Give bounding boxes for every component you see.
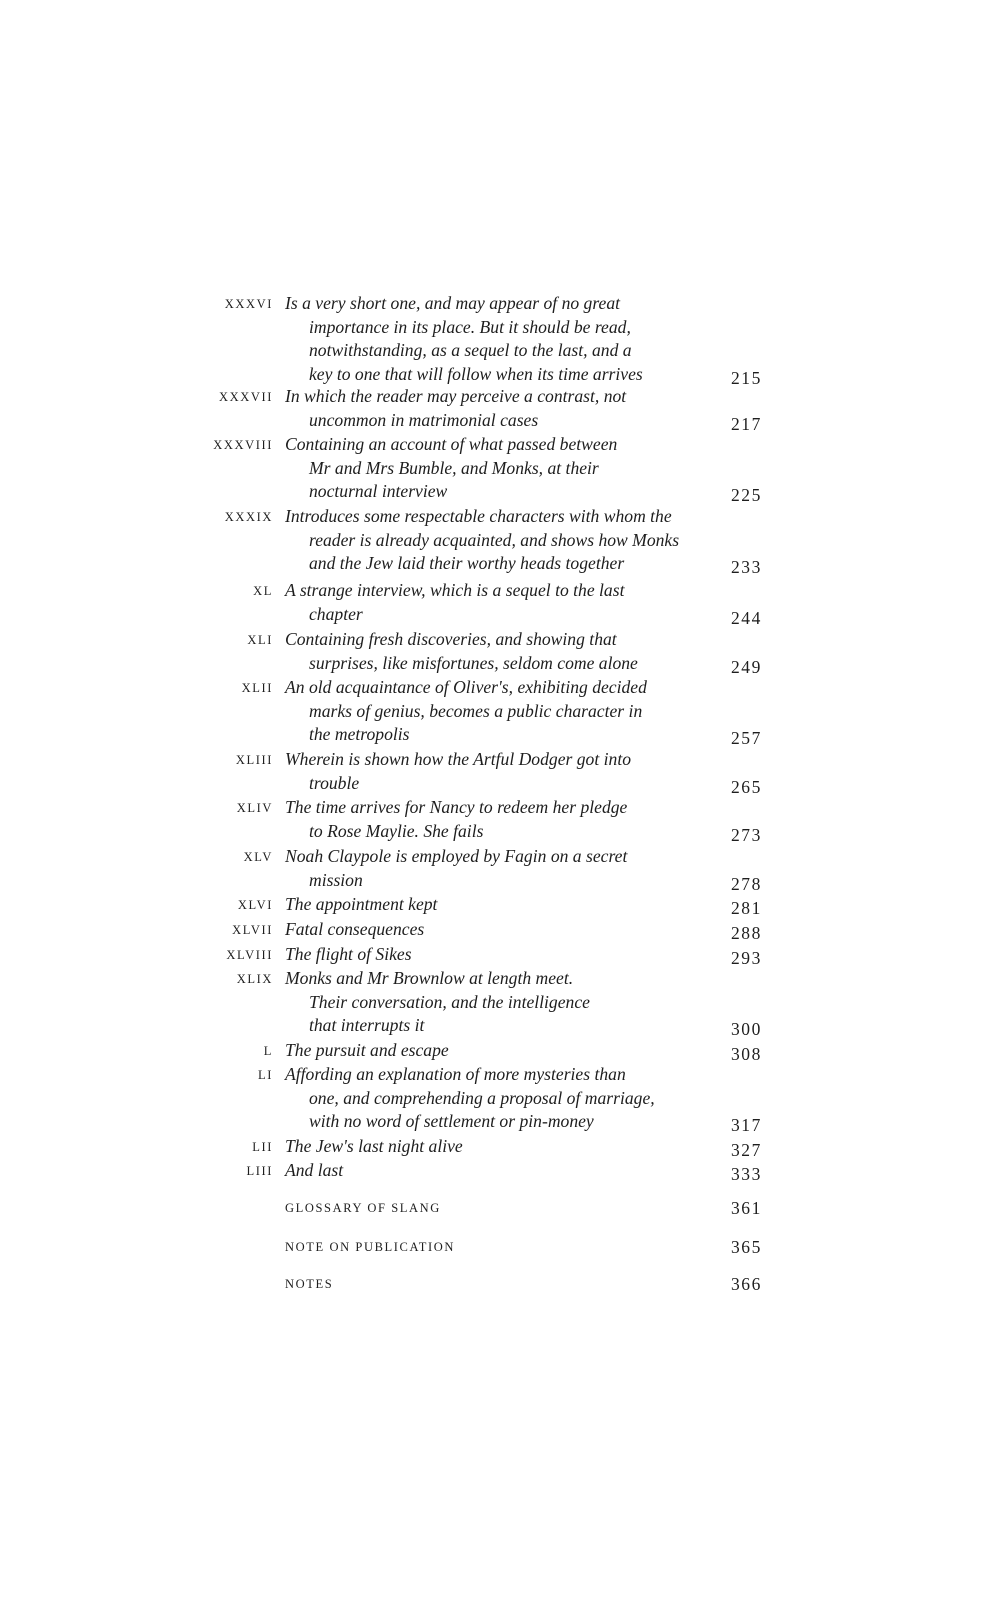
chapter-title-line: The flight of Sikes — [285, 944, 412, 964]
chapter-number: L — [263, 1044, 273, 1058]
chapter-title — [285, 748, 631, 795]
chapter-title-line: trouble — [309, 772, 360, 793]
page-number: 233 — [730, 557, 762, 578]
chapter-title-line: reader is already acquainted, and shows how Monks — [309, 529, 680, 550]
chapter-title — [285, 943, 412, 967]
chapter-title-line: Containing fresh discoveries, and showing that — [285, 629, 617, 649]
chapter-title — [285, 1063, 655, 1134]
page-number: 317 — [730, 1115, 762, 1136]
page-number: 244 — [730, 607, 762, 628]
page-number: 225 — [730, 485, 762, 506]
chapter-title — [285, 967, 590, 1038]
chapter-title — [285, 385, 626, 432]
chapter-title-line: mission — [309, 869, 363, 890]
chapter-title-line: chapter — [309, 603, 363, 624]
chapter-title-line: Their conversation, and the intelligence — [309, 991, 590, 1012]
page-number: 288 — [730, 923, 762, 943]
chapter-title-line: with no word of settlement or pin-money — [309, 1111, 594, 1132]
chapter-title — [285, 505, 679, 576]
page-number: 257 — [730, 728, 762, 749]
chapter-title-line: key to one that will follow when its time arrives — [309, 363, 643, 384]
chapter-number: XLVI — [237, 898, 273, 912]
chapter-title-line: The Jew's last night alive — [285, 1136, 463, 1156]
chapter-title — [285, 1135, 463, 1159]
chapter-number: XXXVIII — [213, 438, 273, 452]
chapter-title-line: The pursuit and escape — [285, 1040, 449, 1060]
chapter-title-line: importance in its place. But it should be read, — [309, 316, 631, 337]
chapter-title — [285, 845, 627, 892]
page-number: 333 — [730, 1164, 762, 1184]
chapter-title-line: Introduces some respectable characters with whom the — [285, 506, 672, 526]
chapter-number: XXXVI — [224, 297, 273, 311]
chapter-number: LI — [258, 1068, 273, 1082]
chapter-number: XXXIX — [224, 510, 273, 524]
chapter-number: XLIII — [235, 753, 273, 767]
chapter-title-line: that interrupts it — [309, 1015, 425, 1036]
page-number: 293 — [730, 948, 762, 968]
chapter-number: XLV — [243, 850, 273, 864]
chapter-title — [285, 1159, 343, 1183]
chapter-title — [285, 579, 624, 626]
chapter-title-line: Fatal consequences — [285, 919, 425, 939]
chapter-title-line: notwithstanding, as a sequel to the last, and a — [309, 340, 632, 361]
chapter-number: XLII — [241, 681, 273, 695]
chapter-title — [285, 628, 638, 675]
chapter-title-line: and the Jew laid their worthy heads together — [309, 553, 625, 574]
page-number: 327 — [730, 1140, 762, 1160]
chapter-number: LIII — [246, 1164, 273, 1178]
chapter-number: XLI — [247, 633, 273, 647]
chapter-number: LII — [252, 1140, 273, 1154]
page-number: 300 — [730, 1019, 762, 1040]
chapter-title — [285, 292, 643, 386]
chapter-title-line: Is a very short one, and may appear of no great — [285, 293, 621, 313]
chapter-title-line: Mr and Mrs Bumble, and Monks, at their — [309, 457, 599, 478]
chapter-title-line: A strange interview, which is a sequel to the last — [285, 580, 625, 600]
page-number: 249 — [730, 656, 762, 677]
chapter-number: XLIX — [236, 972, 273, 986]
chapter-title-line: uncommon in matrimonial cases — [309, 409, 539, 430]
chapter-title-line: surprises, like misfortunes, seldom come alone — [309, 652, 638, 673]
chapter-title-line: one, and comprehending a proposal of marriage, — [309, 1087, 655, 1108]
page-number: 273 — [730, 824, 762, 845]
page-number: 281 — [730, 898, 762, 918]
chapter-title — [285, 1039, 449, 1063]
chapter-title-line: nocturnal interview — [309, 481, 448, 502]
back-matter-label: NOTE ON PUBLICATION — [285, 1240, 455, 1254]
page-number: 365 — [730, 1237, 762, 1257]
page-number: 217 — [730, 413, 762, 434]
chapter-title-line: Noah Claypole is employed by Fagin on a secret — [285, 846, 628, 866]
chapter-number: XLVIII — [226, 948, 273, 962]
chapter-title-line: the metropolis — [309, 724, 410, 745]
chapter-title — [285, 796, 627, 843]
chapter-title-line: Affording an explanation of more mysteries than — [285, 1064, 626, 1084]
chapter-title-line: Monks and Mr Brownlow at length meet. — [285, 968, 574, 988]
chapter-title-line: Wherein is shown how the Artful Dodger got into — [285, 749, 632, 769]
page-number: 265 — [730, 776, 762, 797]
chapter-number: XXXVII — [218, 390, 273, 404]
chapter-number: XL — [253, 584, 273, 598]
chapter-title-line: Containing an account of what passed between — [285, 434, 618, 454]
back-matter-label: GLOSSARY OF SLANG — [285, 1201, 441, 1215]
chapter-number: XLVII — [232, 923, 273, 937]
chapter-title — [285, 918, 424, 942]
page-number: 278 — [730, 873, 762, 894]
back-matter-label: NOTES — [285, 1277, 334, 1291]
chapter-title — [285, 893, 437, 917]
chapter-title — [285, 676, 647, 747]
chapter-title-line: The time arrives for Nancy to redeem her pledge — [285, 797, 628, 817]
chapter-title-line: The appointment kept — [285, 894, 438, 914]
page-number: 308 — [730, 1044, 762, 1064]
chapter-title-line: An old acquaintance of Oliver's, exhibiting decided — [285, 677, 647, 697]
chapter-number: XLIV — [236, 801, 273, 815]
page-number: 361 — [730, 1198, 762, 1218]
chapter-title-line: In which the reader may perceive a contrast, not — [285, 386, 627, 406]
chapter-title-line: to Rose Maylie. She fails — [309, 820, 484, 841]
chapter-title-line: marks of genius, becomes a public character in — [309, 700, 643, 721]
chapter-title-line: And last — [285, 1160, 344, 1180]
chapter-title — [285, 433, 617, 504]
page-number: 215 — [730, 367, 762, 388]
page-number: 366 — [730, 1274, 762, 1294]
